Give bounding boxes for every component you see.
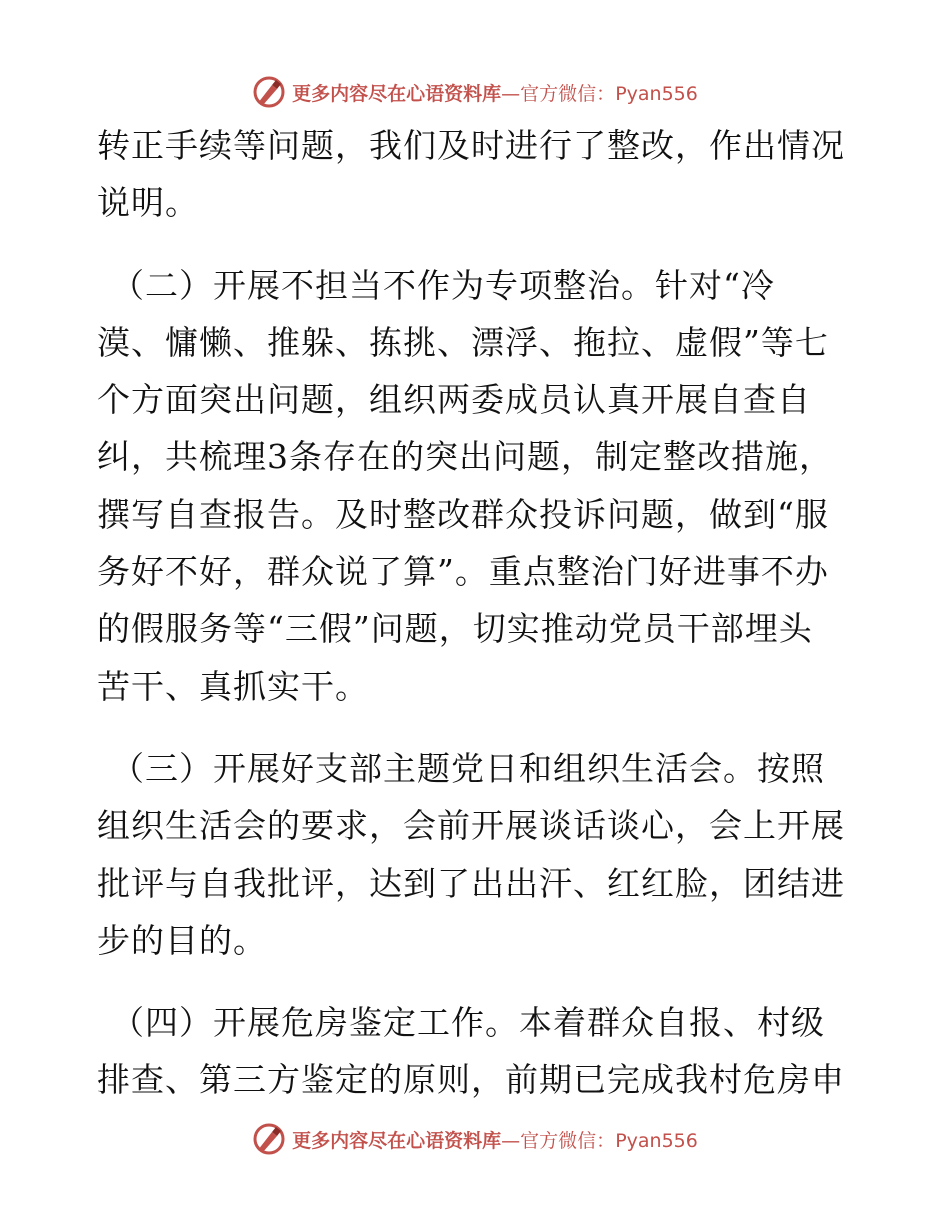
watermark-main: 更多内容尽在心语资料库 [292,1129,502,1152]
text-line: 个方面突出问题，组织两委成员认真开展自查自 [97,380,811,420]
watermark-wechat-label: 官方微信： [520,1129,616,1152]
text-line: 批评与自我批评，达到了出出汗、红红脸，团结进 [97,863,845,903]
watermark-separator: — [501,1129,521,1152]
text-line: 步的目的。 [97,920,267,960]
watermark-text [292,79,698,106]
watermark-wechat-id: Pyan556 [615,82,698,105]
watermark-separator: — [501,82,521,105]
paragraph-2 [97,257,853,715]
paragraph-3 [97,740,853,969]
text-line: 转正手续等问题，我们及时进行了整改，作出情况 [97,126,845,165]
document-body [97,117,853,1109]
text-line: （四）开展危房鉴定工作。本着群众自报、村级 [111,1003,825,1043]
text-line: 组织生活会的要求，会前开展谈话谈心，会上开展 [97,806,845,846]
text-line: 务好不好，群众说了算”。重点整治门好进事不办 [97,552,829,592]
text-line: 苦干、真抓实干。 [97,666,369,706]
watermark-wechat-id: Pyan556 [615,1129,698,1152]
text-line: 说明。 [97,183,199,223]
paragraph-1 [97,117,853,232]
watermark-wechat-label: 官方微信： [520,82,616,105]
text-line: 纠，共梳理3条存在的突出问题，制定整改措施， [97,437,833,477]
text-line: 撰写自查报告。及时整改群众投诉问题，做到“服 [97,494,829,534]
text-line: （三）开展好支部主题党日和组织生活会。按照 [111,748,825,788]
pen-logo-icon [252,75,286,109]
watermark-banner-bottom [0,1119,950,1159]
pen-logo-icon [252,1122,286,1156]
text-line: 排查、第三方鉴定的原则，前期已完成我村危房申 [97,1060,845,1100]
text-line: 漠、慵懒、推躲、拣挑、漂浮、拖拉、虚假”等七 [97,322,829,362]
watermark-text [292,1126,698,1153]
text-line: （二）开展不担当不作为专项整治。针对“冷 [111,265,775,305]
watermark-main: 更多内容尽在心语资料库 [292,82,502,105]
watermark-banner-top [0,72,950,112]
paragraph-4 [97,994,853,1109]
text-line: 的假服务等“三假”问题，切实推动党员干部埋头 [97,609,813,649]
